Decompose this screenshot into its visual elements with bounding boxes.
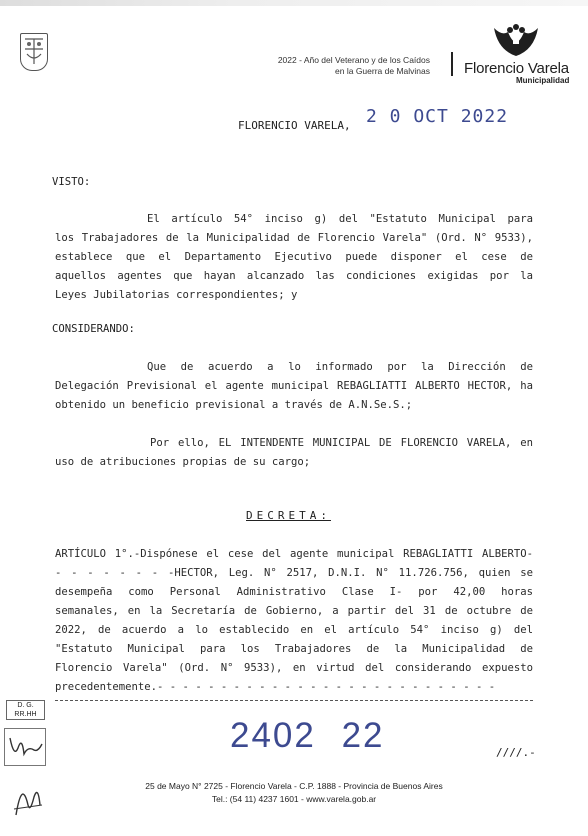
considerando-line: obtenido un beneficio previsional a través de A.N.Se.S.; [55,399,413,411]
article-line: ARTÍCULO 1°.-Dispónese el cese del agente municipal REBAGLIATTI ALBERTO- [55,548,533,560]
coat-of-arms-icon [20,33,48,71]
year-line-2: en la Guerra de Malvinas [335,66,430,76]
article-line: semanales, en la Secretaría de Gobierno, a partir del 31 de octubre de [55,605,533,617]
visto-label: VISTO: [52,176,91,188]
initials-line-1: D. G. [17,702,34,709]
article-line: precedentemente.- - - - - - - - - - - - - - - - - - - - - - - - - - - [55,681,496,693]
considerando-line: Que de acuerdo a lo informado por la Dirección de [147,361,533,373]
place-text: FLORENCIO VARELA, [238,119,351,132]
por-ello-line: Por ello, EL INTENDENTE MUNICIPAL DE FLORENCIO VARELA, en [150,437,533,449]
municipality-logo-icon [490,24,542,58]
logo-name: Florencio Varela [464,60,569,77]
year-line-1: 2022 - Año del Veterano y de los Caídos [277,55,430,65]
considerando-label: CONSIDERANDO: [52,323,135,335]
decreta-heading: DECRETA: [246,509,331,522]
date-stamp: 2 0 OCT 2022 [366,106,509,127]
decree-number: 2402 22 [230,716,385,755]
por-ello-line: uso de atribuciones propias de su cargo; [55,456,311,468]
article-line: Florencio Varela" (Ord. N° 9533), en virtud del considerando expuesto [55,662,533,674]
footer-contact: Tel.: (54 11) 4237 1601 - www.varela.gob.ar [211,794,377,804]
handwritten-initial-icon [4,728,46,766]
considerando-line: Delegación Previsional el agente municipal REBAGLIATTI ALBERTO HECTOR, ha [55,380,533,392]
initials-line-2: RR.HH [14,711,37,718]
article-line: desempeña como Personal Administrativo Clase I- por 42,00 horas [55,586,533,598]
visto-line: aquellos agentes que hayan alcanzado las condiciones exigidas por la [55,270,533,282]
scan-top-edge [0,0,588,6]
initials-box [6,700,45,720]
visto-line: los Trabajadores de la Municipalidad de Florencio Varela" (Ord. N° 9533), [55,232,533,244]
article-line: 2022, de acuerdo a lo establecido en el artículo 54° inciso g) del [55,624,533,636]
article-line: - - - - - - - -HECTOR, Leg. N° 2517, D.N.I. N° 11.726.756, quien se [55,567,533,579]
visto-line: El artículo 54° inciso g) del "Estatuto Municipal para [147,213,533,225]
visto-line: establece que el Departamento Ejecutivo puede disponer el cese de [55,251,533,263]
footer-address: 25 de Mayo N° 2725 - Florencio Varela - C.P. 1888 - Provincia de Buenos Aires [145,781,443,791]
article-line: "Estatuto Municipal para los Trabajadores de la Municipalidad de [55,643,533,655]
header-divider [451,52,453,76]
continuation-mark: ////.- [496,746,536,759]
logo-subtitle: Municipalidad [516,76,570,85]
closing-rule [55,700,533,701]
visto-line: Leyes Jubilatorias correspondientes; y [55,289,298,301]
commemorative-year-text [278,55,430,77]
